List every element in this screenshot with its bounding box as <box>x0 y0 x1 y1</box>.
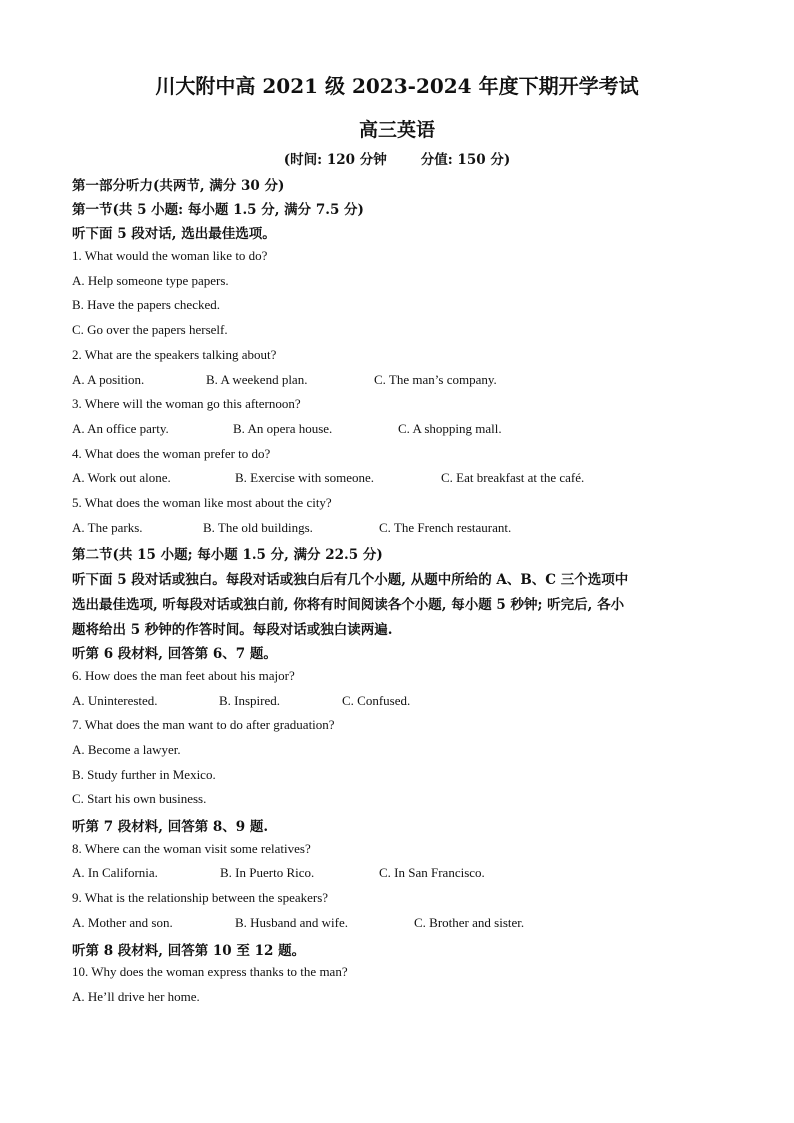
material-8-heading: 听第 8 段材料, 回答第 10 至 12 题。 <box>72 943 306 959</box>
question-4-stem: 4. What does the woman prefer to do? <box>72 446 271 461</box>
question-3-option-b: B. An opera house. <box>233 421 333 436</box>
question-10-stem: 10. Why does the woman express thanks to the man? <box>72 964 348 979</box>
question-5-stem: 5. What does the woman like most about the city? <box>72 495 332 510</box>
question-8-stem: 8. Where can the woman visit some relatives? <box>72 841 311 856</box>
question-4-option-b: B. Exercise with someone. <box>235 470 374 485</box>
question-6-option-a: A. Uninterested. <box>72 693 158 708</box>
question-6-stem: 6. How does the man feet about his major? <box>72 668 295 683</box>
section1-instruction: 听下面 5 段对话, 选出最佳选项。 <box>72 226 276 242</box>
question-3-option-a: A. An office party. <box>72 421 169 436</box>
question-5-option-b: B. The old buildings. <box>203 520 313 535</box>
question-2-stem: 2. What are the speakers talking about? <box>72 347 277 362</box>
question-9-stem: 9. What is the relationship between the speakers? <box>72 890 329 905</box>
question-9-option-a: A. Mother and son. <box>72 915 173 930</box>
section2-heading: 第二节(共 15 小题; 每小题 1.5 分, 满分 22.5 分) <box>72 547 383 563</box>
question-3-option-c: C. A shopping mall. <box>398 421 502 436</box>
question-8-option-c: C. In San Francisco. <box>379 865 485 880</box>
section2-instruction-line-3: 题将给出 5 秒钟的作答时间。每段对话或独白读两遍. <box>72 622 393 638</box>
question-4-option-c: C. Eat breakfast at the café. <box>441 470 585 485</box>
question-9-option-c: C. Brother and sister. <box>414 915 525 930</box>
question-1-option-a: A. Help someone type papers. <box>72 273 229 288</box>
question-6-option-b: B. Inspired. <box>219 693 281 708</box>
section2-instruction-line-2: 选出最佳选项, 听每段对话或独白前, 你将有时间阅读各个小题, 每小题 5 秒钟; 听完后, 各小 <box>72 597 625 613</box>
question-4-option-a: A. Work out alone. <box>72 470 171 485</box>
exam-subject: 高三英语 <box>358 119 435 141</box>
material-7-heading: 听第 7 段材料, 回答第 8、9 题. <box>72 819 269 835</box>
section1-heading: 第一节(共 5 小题: 每小题 1.5 分, 满分 7.5 分) <box>72 202 364 218</box>
exam-title: 川大附中高 2021 级 2023-2024 年度下期开学考试 <box>155 74 639 98</box>
part1-heading: 第一部分听力(共两节, 满分 30 分) <box>72 178 285 194</box>
question-8-option-b: B. In Puerto Rico. <box>220 865 315 880</box>
exam-time: (时间: 120 分钟 <box>283 152 387 168</box>
question-6-option-c: C. Confused. <box>342 693 411 708</box>
question-10-option-a: A. He’ll drive her home. <box>72 989 200 1004</box>
question-7-option-a: A. Become a lawyer. <box>72 742 181 757</box>
question-1-option-c: C. Go over the papers herself. <box>72 322 228 337</box>
material-6-heading: 听第 6 段材料, 回答第 6、7 题。 <box>72 646 277 662</box>
question-2-option-c: C. The man’s company. <box>374 372 497 387</box>
question-8-option-a: A. In California. <box>72 865 158 880</box>
question-9-option-b: B. Husband and wife. <box>235 915 349 930</box>
section2-instruction-line-1: 听下面 5 段对话或独白。每段对话或独白后有几个小题, 从题中所给的 A、B、C 三个选项中 <box>72 572 629 588</box>
question-7-option-b: B. Study further in Mexico. <box>72 767 216 782</box>
exam-score: 分值: 150 分) <box>420 152 511 168</box>
exam-meta <box>0 148 794 168</box>
question-3-stem: 3. Where will the woman go this afternoon? <box>72 396 301 411</box>
question-5-option-c: C. The French restaurant. <box>379 520 512 535</box>
question-2-option-b: B. A weekend plan. <box>206 372 308 387</box>
question-7-stem: 7. What does the man want to do after graduation? <box>72 717 335 732</box>
question-5-option-a: A. The parks. <box>72 520 143 535</box>
question-2-option-a: A. A position. <box>72 372 145 387</box>
question-1-stem: 1. What would the woman like to do? <box>72 248 268 263</box>
question-7-option-c: C. Start his own business. <box>72 791 207 806</box>
question-1-option-b: B. Have the papers checked. <box>72 297 220 312</box>
